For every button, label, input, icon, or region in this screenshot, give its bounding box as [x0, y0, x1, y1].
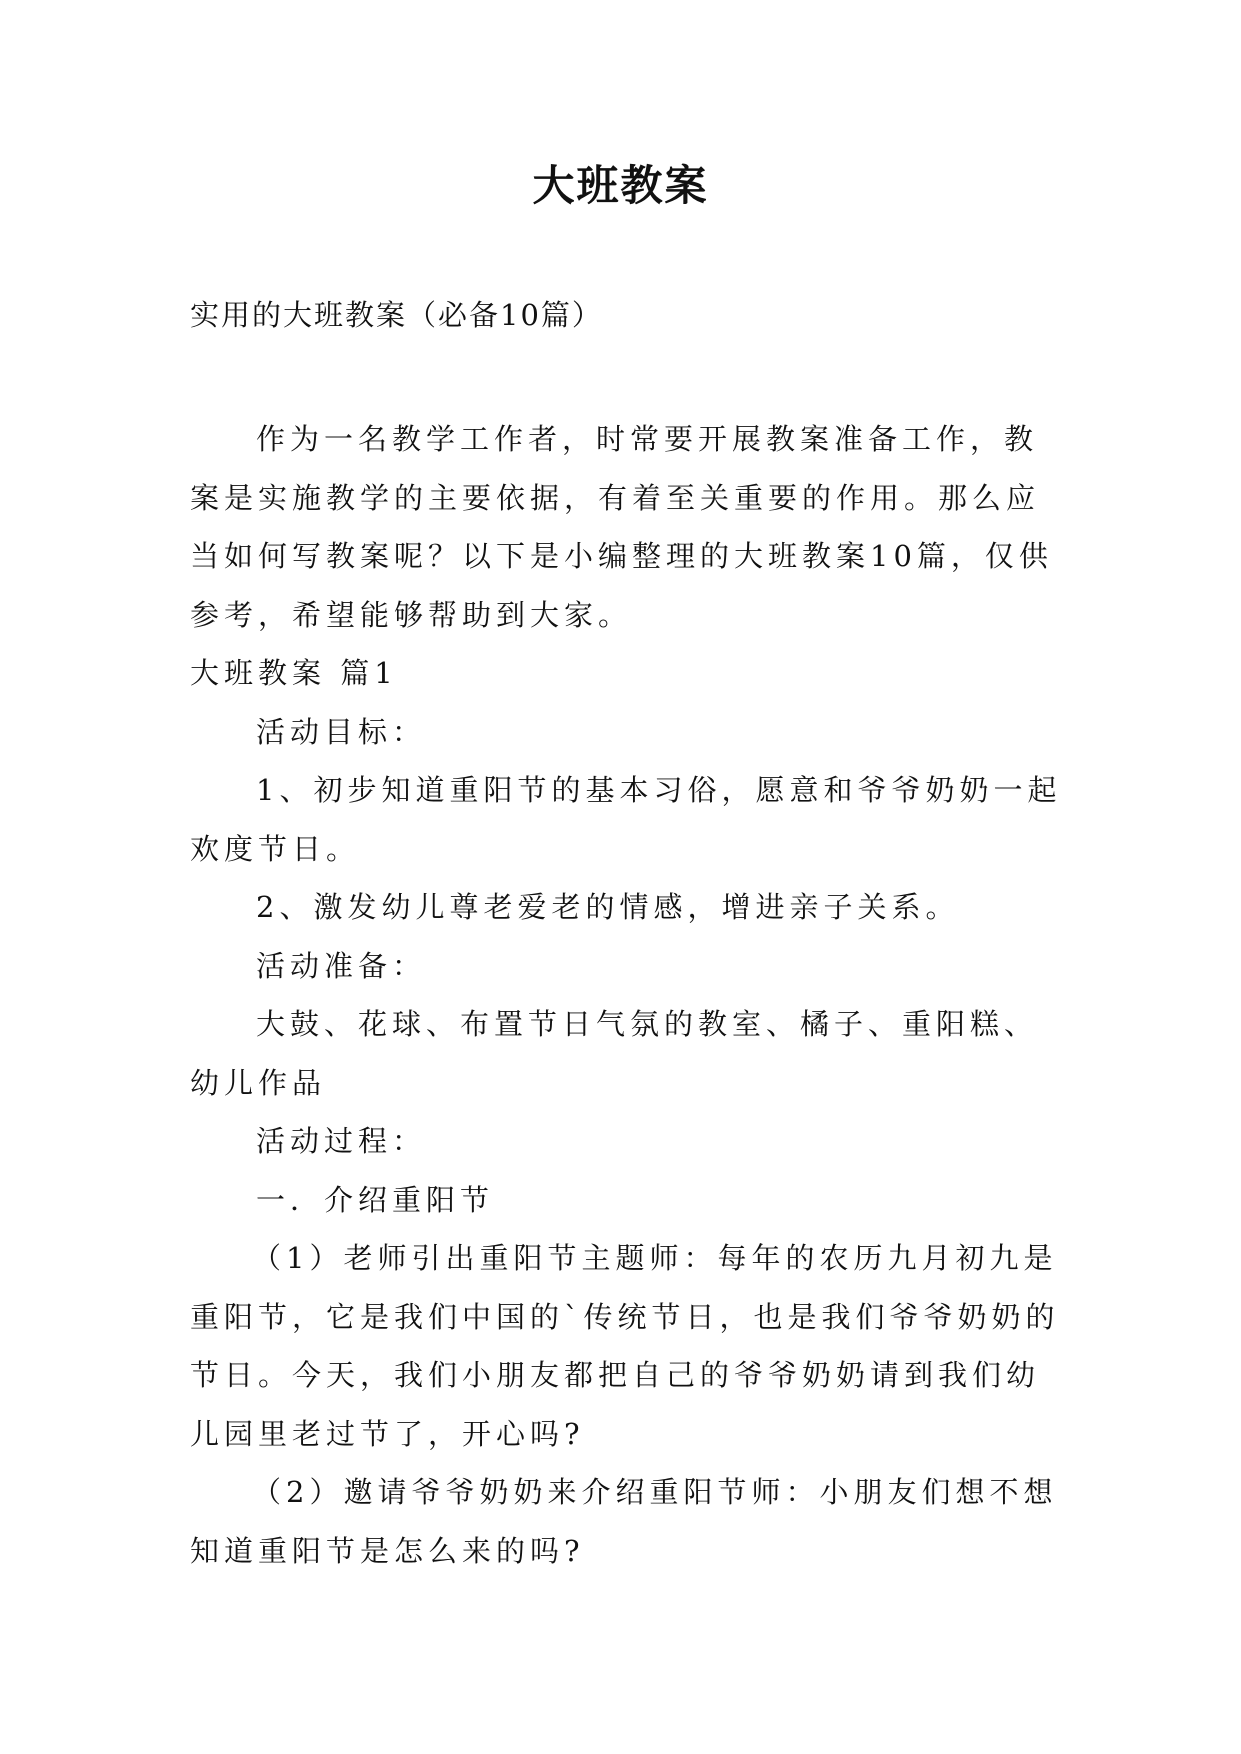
process-step-1a: （1）老师引出重阳节主题师：每年的农历九月初九是重阳节，它是我们中国的`传统节日，也是我们爷爷奶奶的节日。今天，我们小朋友都把自己的爷爷奶奶请到我们幼儿园里老过节了，开心吗? — [190, 1241, 1060, 1451]
activity-goals-heading: 活动目标： — [256, 714, 427, 749]
process-step-1-heading: 一．介绍重阳节 — [256, 1182, 495, 1217]
process-step-1b: （2）邀请爷爷奶奶来介绍重阳节师：小朋友们想不想知道重阳节是怎么来的吗? — [190, 1475, 1058, 1568]
section-heading: 大班教案 篇1 — [190, 656, 398, 690]
document-body — [190, 410, 1070, 1580]
goal-item-1: 1、初步知道重阳节的基本习俗，愿意和爷爷奶奶一起欢度节日。 — [190, 773, 1062, 866]
activity-process-heading: 活动过程： — [256, 1124, 427, 1158]
activity-preparation-heading: 活动准备： — [256, 948, 427, 983]
preparation-materials: 大鼓、花球、布置节日气氛的教室、橘子、重阳糕、幼儿作品 — [190, 1007, 1039, 1100]
document-title: 大班教案 — [532, 161, 709, 210]
intro-paragraph: 作为一名教学工作者，时常要开展教案准备工作，教案是实施教学的主要依据，有着至关重要的作用。那么应当如何写教案呢？以下是小编整理的大班教案10篇，仅供参考，希望能够帮助到大家。 — [190, 422, 1053, 632]
goal-item-2: 2、激发幼儿尊老爱老的情感，增进亲子关系。 — [256, 890, 960, 924]
document-subtitle: 实用的大班教案（必备10篇） — [190, 298, 603, 332]
